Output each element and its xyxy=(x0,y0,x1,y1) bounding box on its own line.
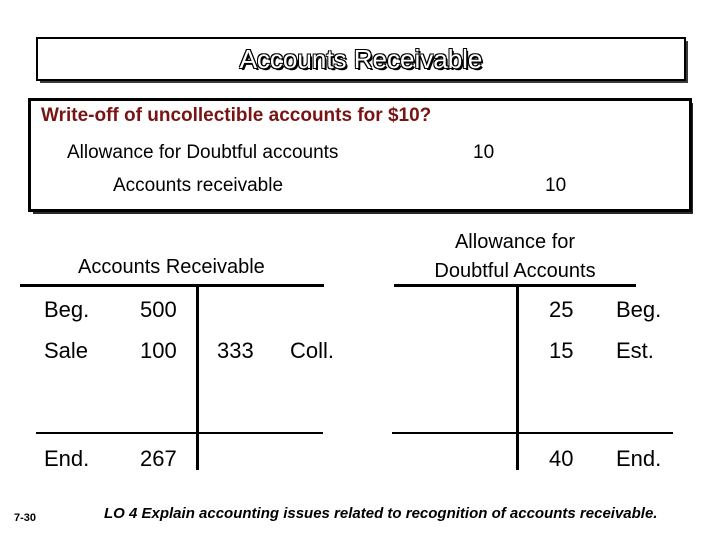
allowance-beg-label: Beg. xyxy=(616,297,662,322)
allowance-title-line2: Doubtful Accounts xyxy=(434,260,596,282)
allowance-beg-credit: 25 xyxy=(549,297,574,322)
slide-number: 7-30 xyxy=(14,512,37,524)
ar-beg-label: Beg. xyxy=(44,297,90,322)
ar-coll-label: Coll. xyxy=(290,338,335,363)
allowance-t-account-top-line xyxy=(394,284,636,287)
ar-t-account-vertical-line xyxy=(196,284,199,470)
allowance-end-label: End. xyxy=(616,446,662,471)
ar-end-debit: 267 xyxy=(140,446,177,471)
ar-sale-debit: 100 xyxy=(140,338,177,363)
allowance-title-line1: Allowance for xyxy=(454,231,576,253)
journal-entry-box xyxy=(28,98,692,212)
ar-sale-label: Sale xyxy=(44,338,89,363)
ar-t-account-top-line xyxy=(20,284,324,287)
journal-debit-account: Allowance for Doubtful accounts xyxy=(67,142,339,163)
ar-t-account-total-line-right xyxy=(199,432,323,434)
ar-t-account-total-line-left xyxy=(36,432,196,434)
ar-t-account-title: Accounts Receivable xyxy=(78,256,265,278)
journal-debit-amount: 10 xyxy=(473,142,495,163)
ar-beg-debit: 500 xyxy=(140,297,177,322)
allowance-t-account-total-line-right xyxy=(519,432,673,434)
journal-credit-amount: 10 xyxy=(545,175,567,196)
ar-end-label: End. xyxy=(44,446,90,471)
page-title: Accounts Receivable xyxy=(239,43,483,74)
allowance-t-account-vertical-line xyxy=(516,284,519,470)
title-banner xyxy=(36,37,686,81)
allowance-est-credit: 15 xyxy=(549,338,574,363)
ar-coll-credit: 333 xyxy=(217,338,254,363)
journal-credit-account: Accounts receivable xyxy=(113,175,284,196)
learning-objective: LO 4 Explain accounting issues related to recognition of accounts receivable. xyxy=(104,505,658,522)
allowance-est-label: Est. xyxy=(616,338,654,363)
allowance-t-account-total-line-left xyxy=(392,432,516,434)
journal-question: Write-off of uncollectible accounts for $10? xyxy=(41,105,432,126)
allowance-end-credit: 40 xyxy=(549,446,574,471)
allowance-t-account-title xyxy=(395,228,635,286)
